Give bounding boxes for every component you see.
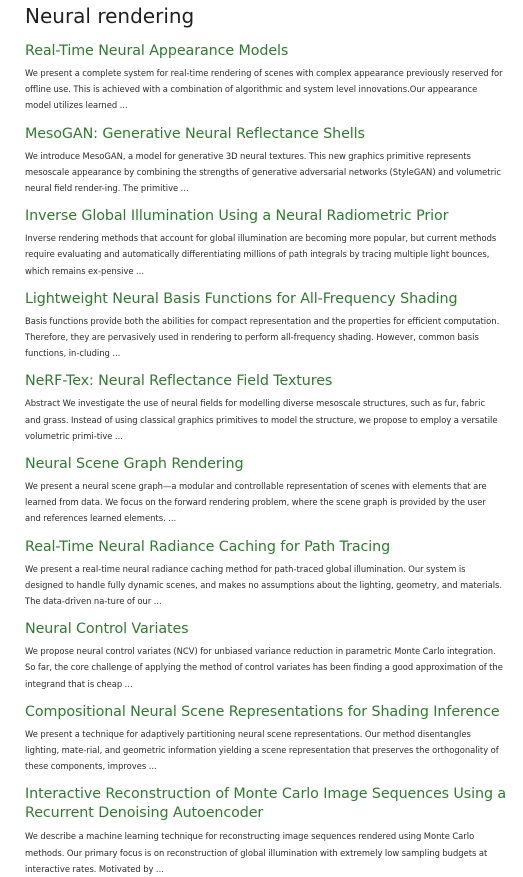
article-abstract: We present a complete system for real-time rendering of scenes with complex appearance previously reserved for offline use. This is achieved with a combination of algorithmic and system level innovations.Our appearance model utilizes learned ... (25, 68, 503, 111)
article-title-link[interactable]: Interactive Reconstruction of Monte Carlo Image Sequences Using a Recurrent Denoising Autoencoder (25, 786, 507, 822)
article-item (25, 620, 513, 692)
article-title-link[interactable]: Neural Control Variates (25, 621, 189, 638)
article-abstract: Inverse rendering methods that account for global illumination are becoming more popular, but current methods require evaluating and automatically differentiating millions of path integrals by tracing multiple light bounces, which remains ex-pensive ... (25, 233, 497, 276)
article-title-link[interactable]: MesoGAN: Generative Neural Reflectance Shells (25, 125, 365, 142)
article-title-link[interactable]: Lightweight Neural Basis Functions for All-Frequency Shading (25, 290, 458, 307)
article-title-link[interactable]: NeRF-Tex: Neural Reflectance Field Textures (25, 373, 333, 390)
article-abstract: We present a technique for adaptively partitioning neural scene representations. Our method disentangles lighting, mate-rial, and geometric information yielding a scene representation that preserves the orthogonality of these components, improves ... (25, 728, 499, 772)
article-item (25, 42, 513, 114)
article-abstract: Basis functions provide both the abilities for compact representation and the properties for efficient computation. Therefore, they are pervasively used in rendering to perform all-frequency shading. However, common basis functions, in-cluding ... (25, 315, 500, 359)
article-item (25, 290, 513, 362)
article-title-link[interactable]: Neural Scene Graph Rendering (25, 456, 244, 473)
article-item (25, 372, 513, 444)
article-abstract: Abstract We investigate the use of neural fields for modelling diverse mesoscale structures, such as fur, fabric and grass. Instead of using classical graphics primitives to model the structure, we propose to employ a versatile volumetric primi-tive ... (25, 398, 498, 441)
article-item (25, 785, 513, 877)
article-title-link[interactable]: Real-Time Neural Appearance Models (25, 43, 289, 59)
article-abstract: We describe a machine learning technique for reconstructing image sequences rendered using Monte Carlo methods. Our primary focus is on reconstruction of global illumination with extremely low sampling budgets at interactive rates. Motivated by ... (25, 831, 488, 874)
article-title-link[interactable]: Real-Time Neural Radiance Caching for Path Tracing (25, 538, 391, 555)
article-title-link[interactable]: Inverse Global Illumination Using a Neural Radiometric Prior (25, 208, 449, 225)
article-item (25, 125, 513, 197)
article-item (25, 703, 513, 775)
article-item (25, 538, 513, 610)
article-title-link[interactable]: Compositional Neural Scene Representations for Shading Inference (25, 703, 500, 720)
article-abstract: We introduce MesoGAN, a model for generative 3D neural textures. This new graphics primitive represents mesoscale appearance by combining the strengths of generative adversarial networks (StyleGAN) and volumetric neural field render-ing. The primitive ... (25, 150, 501, 194)
article-abstract: We present a real-time neural radiance caching method for path-traced global illumination. Our system is designed to handle fully dynamic scenes, and makes no assumptions about the lighting, geometry, and materials. The data-driven na-ture of our ... (25, 563, 503, 607)
page-title: Neural rendering (25, 4, 195, 28)
article-item (25, 207, 513, 279)
article-abstract: We present a neural scene graph—a modular and controllable representation of scenes with elements that are learned from data. We focus on the forward rendering problem, where the scene graph is provided by the user and references learned elements. ... (25, 481, 487, 524)
article-abstract: We propose neural control variates (NCV) for unbiased variance reduction in parametric Monte Carlo integration. So far, the core challenge of applying the method of control variates has been finding a good approximation of the integrand that is cheap ... (25, 646, 503, 689)
article-item (25, 455, 513, 527)
